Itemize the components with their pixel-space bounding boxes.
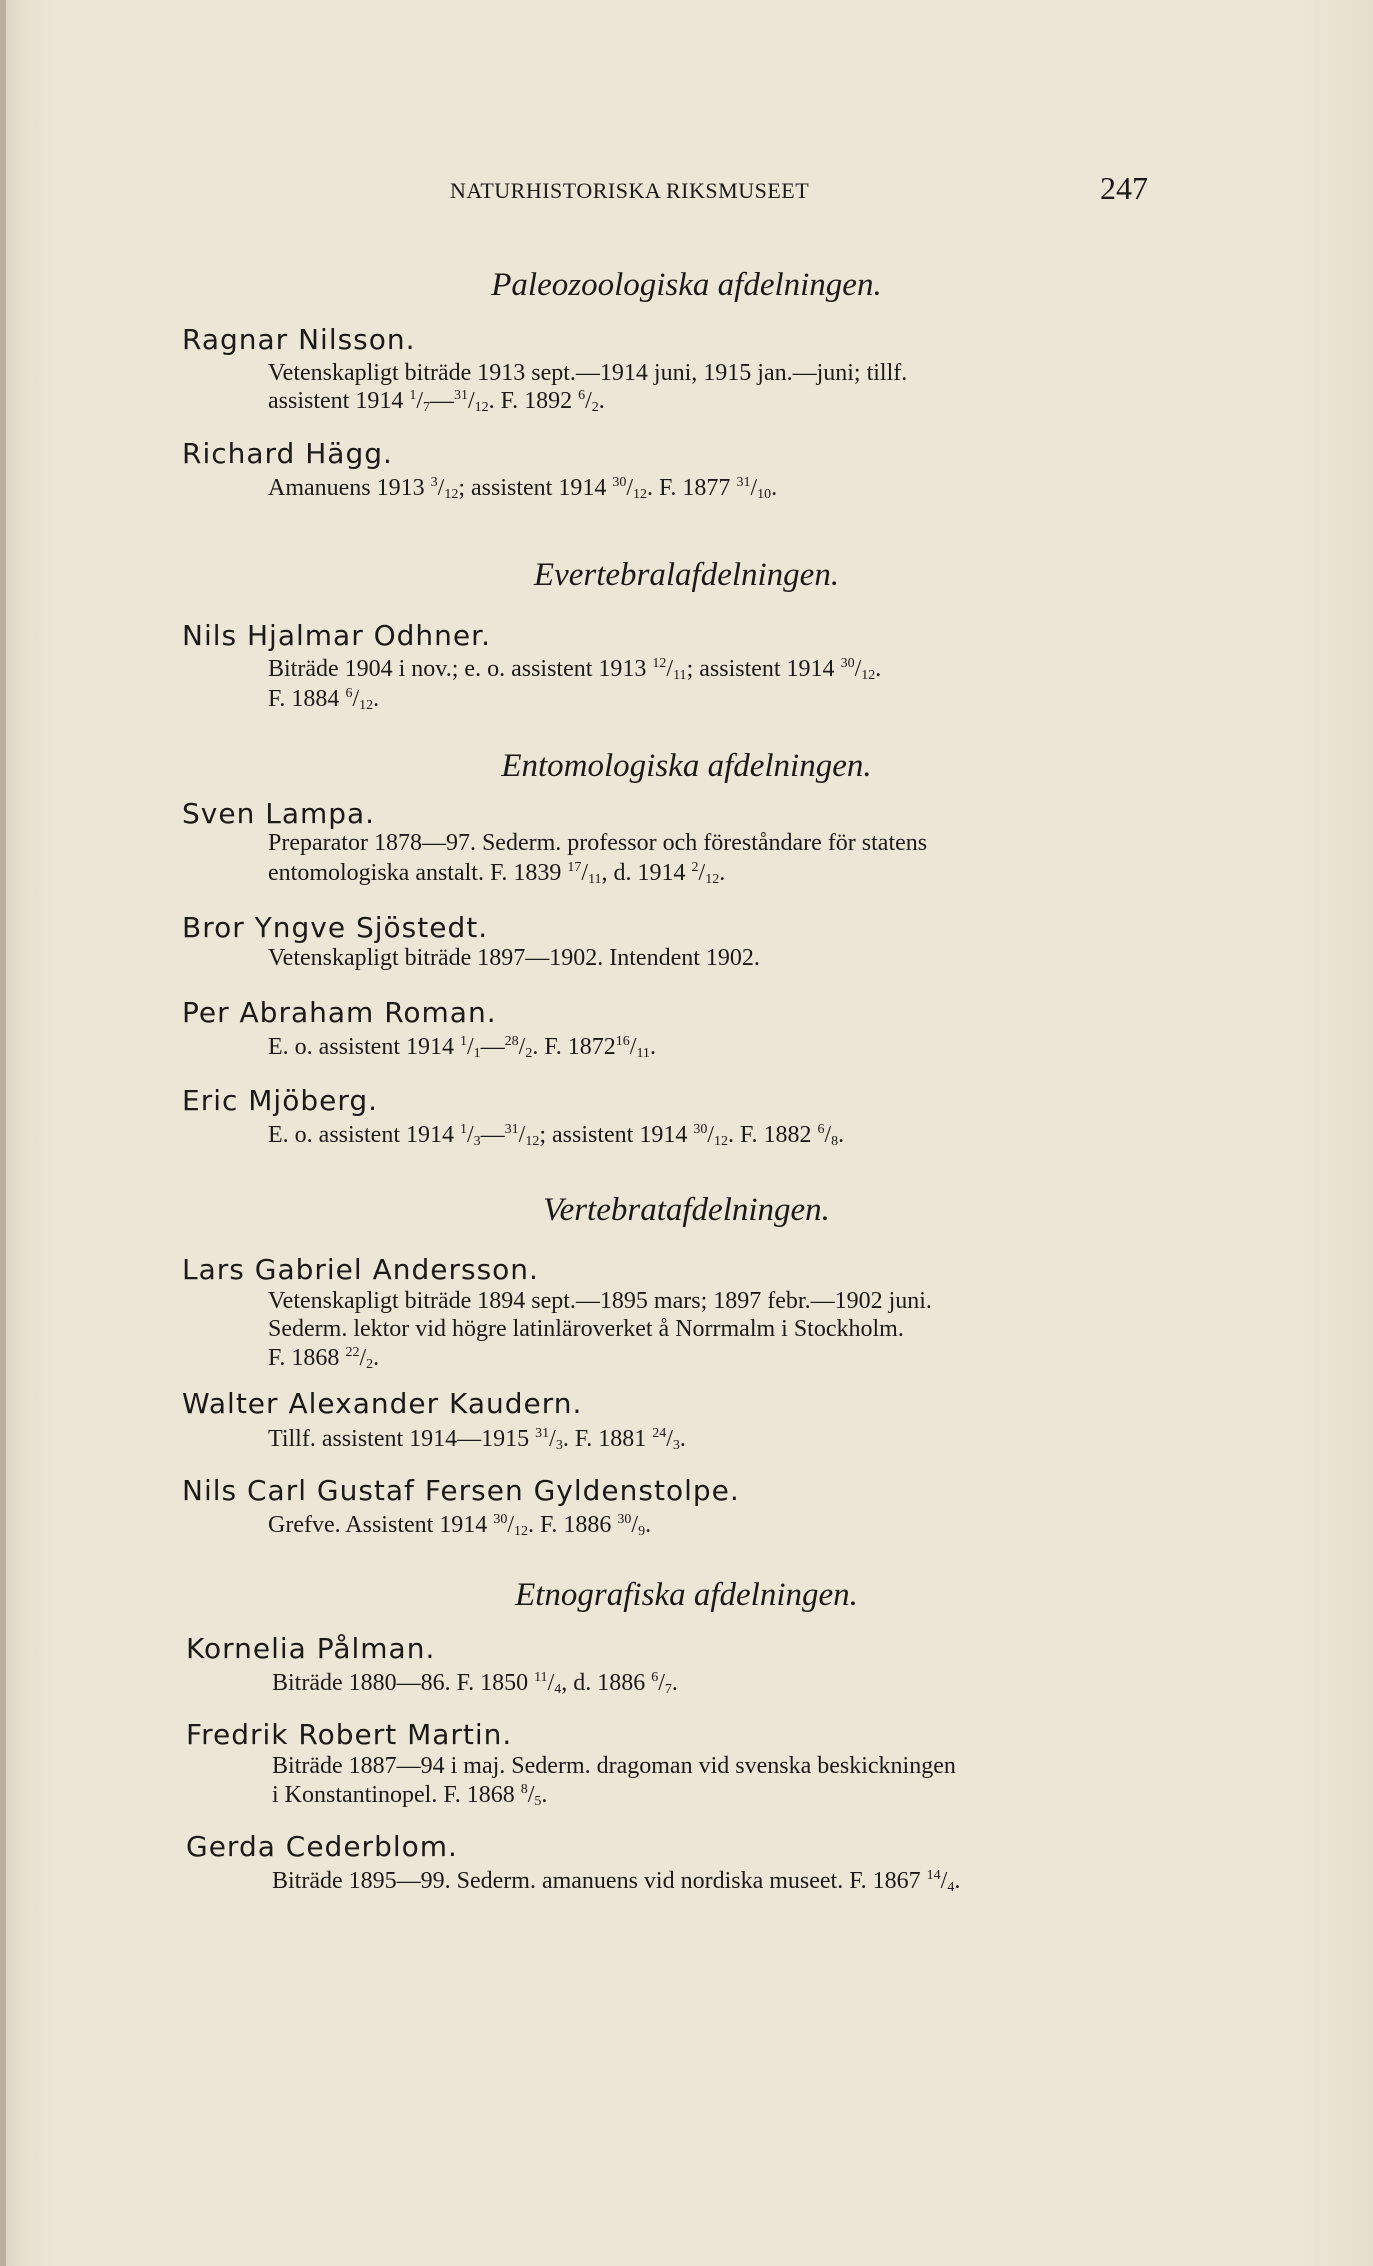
entry-text-martin-1: Biträde 1887—94 i maj. Sederm. dragoman vid svenska beskickningen [272,1753,956,1779]
section-heading-paleozoology: Paleozoologiska afdelningen. [491,267,882,303]
entry-name-hagg: Richard Hägg. [182,437,393,470]
entry-name-andersson: Lars Gabriel Andersson. [182,1253,539,1286]
entry-text-lampa-1: Preparator 1878—97. Sederm. professor och föreståndare för statens [268,830,928,856]
entry-text-lampa-2: entomologiska anstalt. F. 1839 $^{17}/_{11}$, d. 1914 $^2/_{12}$. [268,860,726,887]
entry-text-nilsson-2: assistent 1914 $^1/_7—^{31}/_{12}$. F. 1892 $^6/_2$. [268,388,605,415]
entry-name-odhner: Nils Hjalmar Odhner. [182,619,491,652]
running-title: NATURHISTORISKA RIKSMUSEET [450,178,810,203]
entry-text-nilsson-1: Vetenskapligt biträde 1913 sept.—1914 juni, 1915 jan.—juni; tillf. [268,360,908,386]
entry-text-hagg: Amanuens 1913 $^3/_{12}$; assistent 1914 $^{30}/_{12}$. F. 1877 $^{31}/_{10}$. [268,475,778,502]
entry-name-gyldenstolpe: Nils Carl Gustaf Fersen Gyldenstolpe. [182,1474,740,1507]
entry-name-cederblom: Gerda Cederblom. [186,1830,458,1863]
entry-text-palman: Biträde 1880—86. F. 1850 $^{11}/_4$, d. 1886 $^6/_7$. [272,1670,678,1697]
page-number: 247 [1100,170,1148,206]
entry-text-kaudern: Tillf. assistent 1914—1915 $^{31}/_3$. F. 1881 $^{24}/_3$. [268,1426,686,1453]
section-heading-entomology: Entomologiska afdelningen. [501,748,872,784]
entry-name-sjostedt: Bror Yngve Sjöstedt. [182,911,489,944]
entry-name-lampa: Sven Lampa. [182,797,376,830]
entry-text-odhner-2: F. 1884 $^6/_{12}$. [268,686,380,713]
entry-name-palman: Kornelia Pålman. [186,1632,436,1665]
entry-text-andersson-1: Vetenskapligt biträde 1894 sept.—1895 mars; 1897 febr.—1902 juni. [268,1288,932,1314]
entry-name-roman: Per Abraham Roman. [182,996,497,1029]
entry-name-nilsson: Ragnar Nilsson. [182,323,416,356]
section-heading-invertebrates: Evertebralafdelningen. [533,557,840,593]
entry-text-mjoberg: E. o. assistent 1914 $^1/_3—^{31}/_{12}$; assistent 1914 $^{30}/_{12}$. F. 1882 $^6/_8$. [268,1122,845,1149]
entry-text-martin-2: i Konstantinopel. F. 1868 $^8/_5$. [272,1782,548,1809]
page-edge [0,0,6,2266]
entry-name-martin: Fredrik Robert Martin. [186,1718,513,1751]
entry-text-sjostedt: Vetenskapligt biträde 1897—1902. Intendent 1902. [268,945,760,971]
entry-text-andersson-3: F. 1868 $^{22}/_2$. [268,1345,380,1372]
entry-text-gyldenstolpe: Grefve. Assistent 1914 $^{30}/_{12}$. F. 1886 $^{30}/_9$. [268,1512,652,1539]
entry-name-kaudern: Walter Alexander Kaudern. [182,1387,583,1420]
entry-text-roman: E. o. assistent 1914 $^1/_1—^{28}/_2$. F. $1872^{16}/_{11}$. [268,1034,656,1061]
entry-name-mjoberg: Eric Mjöberg. [182,1084,379,1117]
section-heading-ethnography: Etnografiska afdelningen. [515,1577,858,1613]
entry-text-cederblom: Biträde 1895—99. Sederm. amanuens vid nordiska museet. F. 1867 $^{14}/_4$. [272,1868,961,1895]
section-heading-vertebrates: Vertebratafdelningen. [543,1192,830,1228]
entry-text-andersson-2: Sederm. lektor vid högre latinläroverket å Norrmalm i Stockholm. [268,1316,904,1342]
entry-text-odhner-1: Biträde 1904 i nov.; e. o. assistent 1913 $^{12}/_{11}$; assistent 1914 $^{30}/_{12}$. [268,656,882,683]
